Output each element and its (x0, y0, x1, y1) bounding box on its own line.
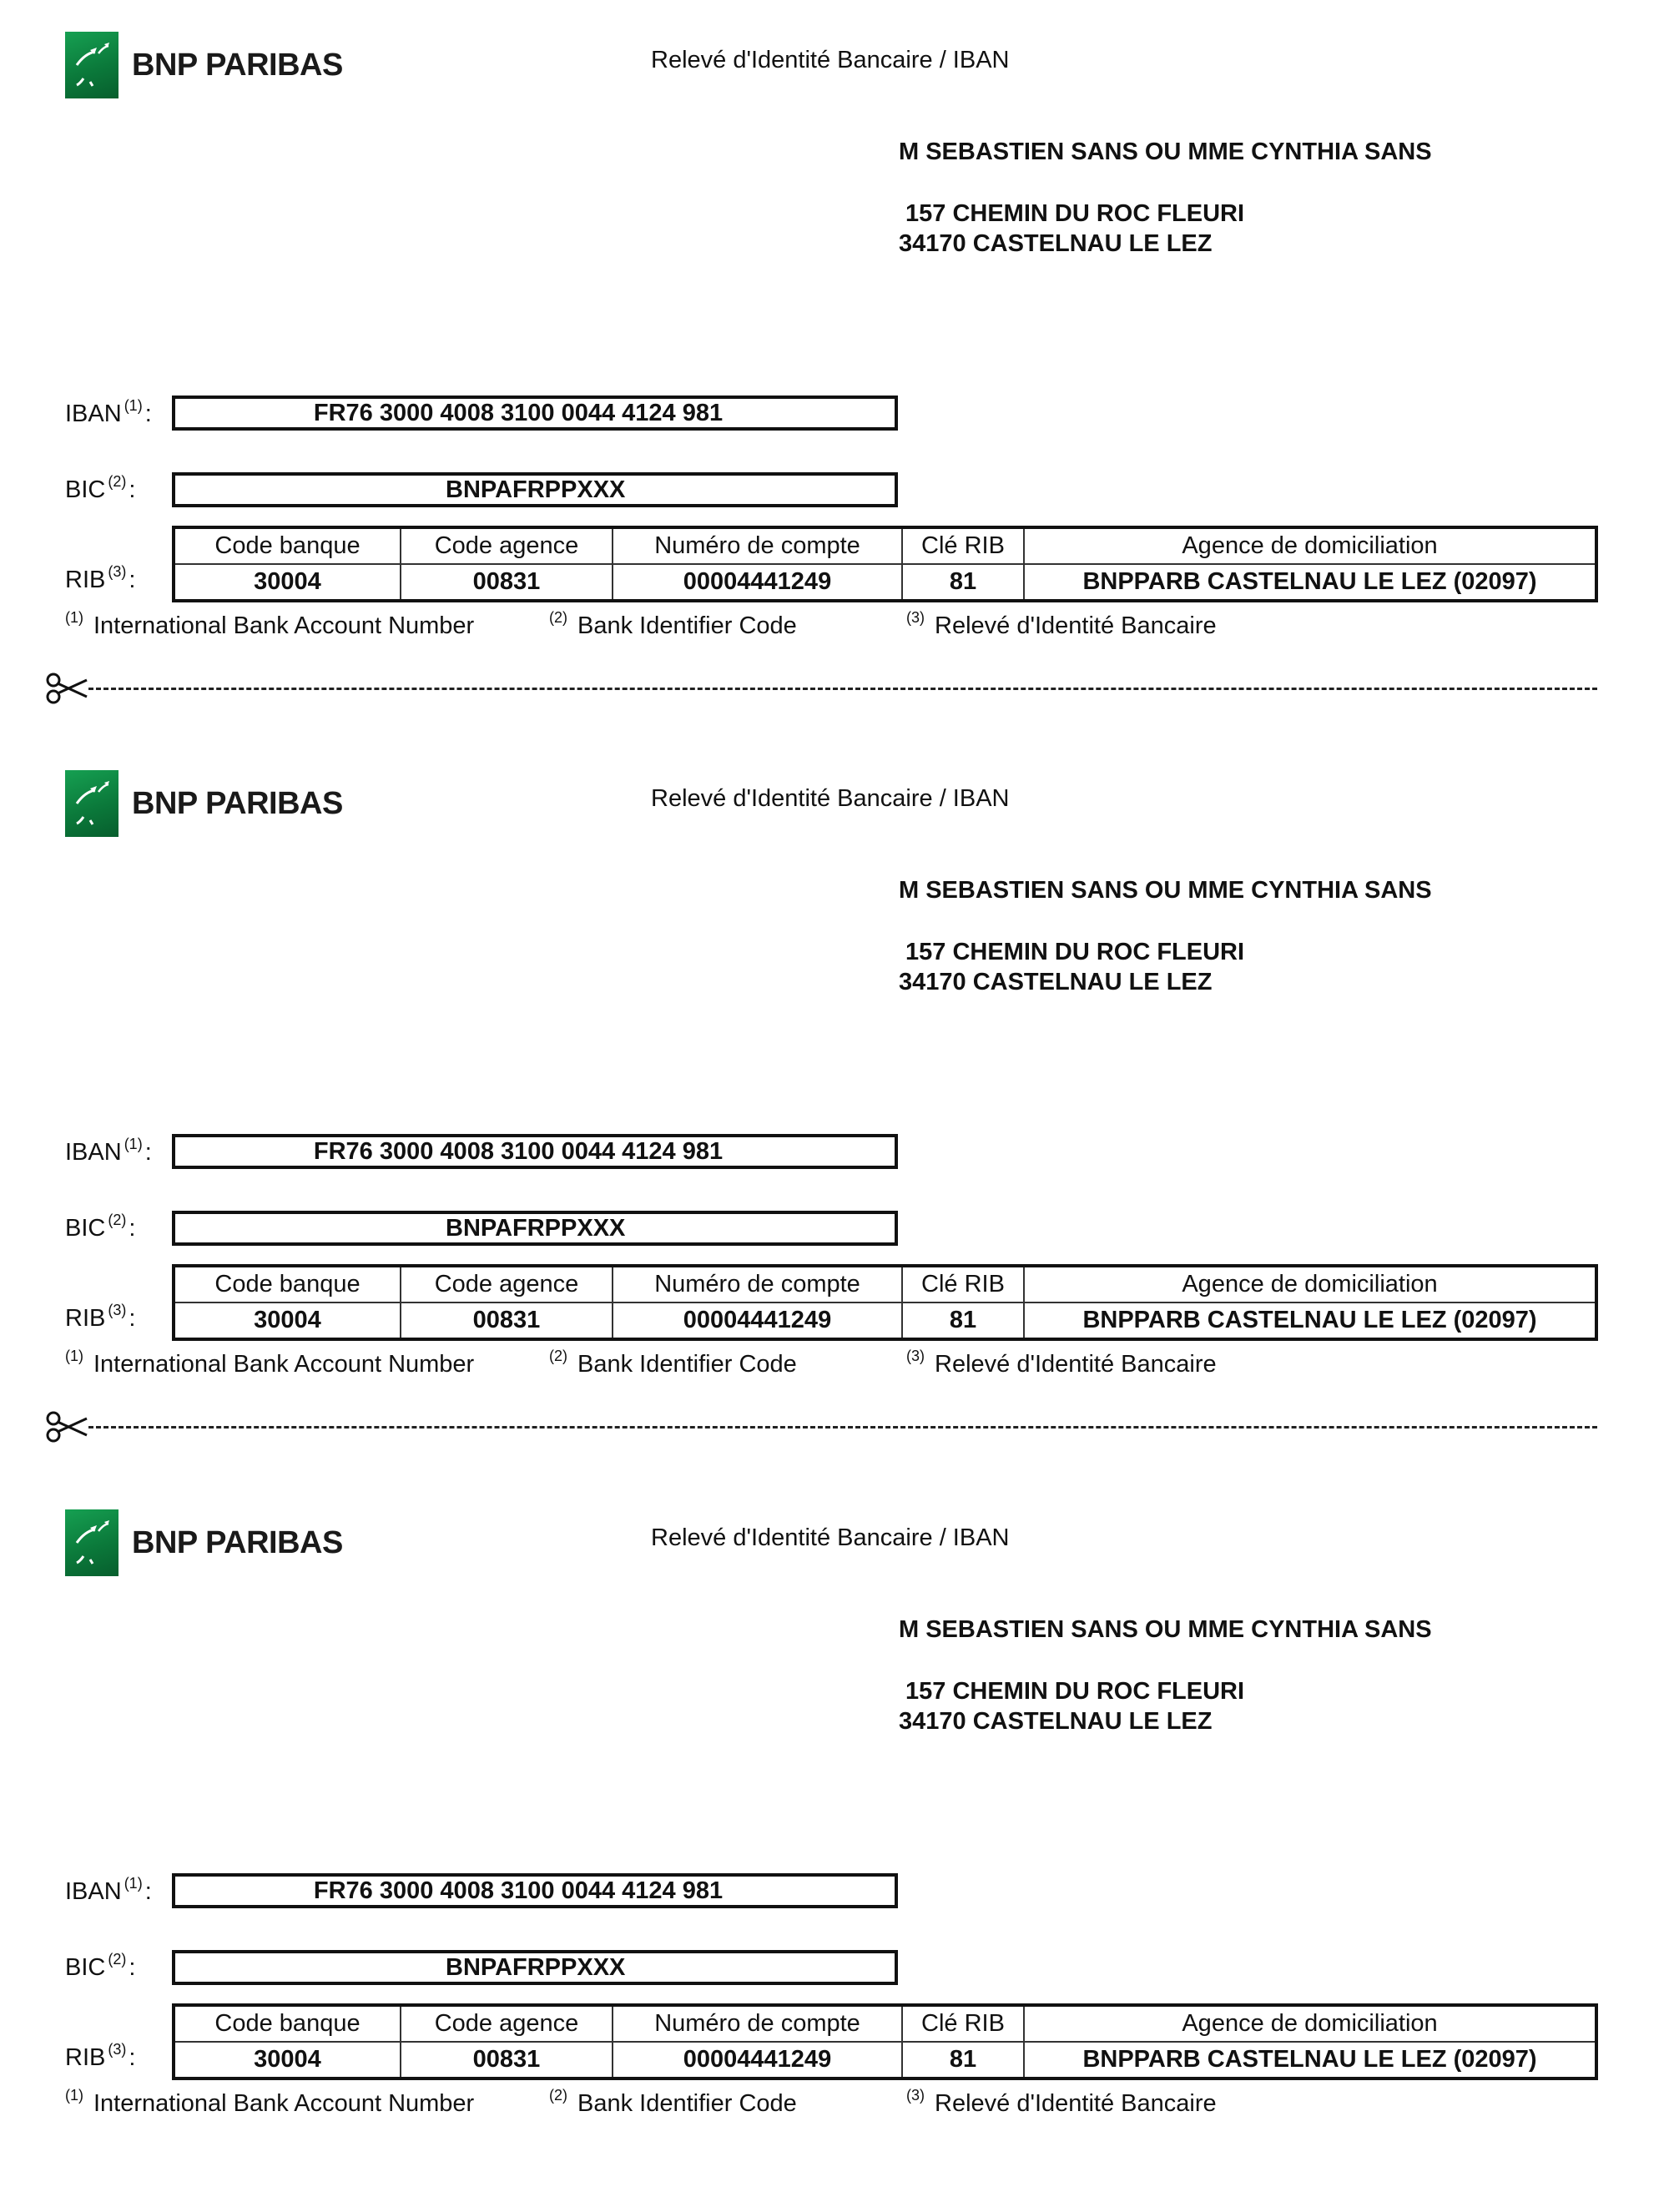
bic-value: BNPAFRPPXXX (172, 1211, 898, 1246)
rib-value-cell: 00004441249 (613, 2042, 902, 2078)
iban-value: FR76 3000 4008 3100 0044 4124 981 (172, 1134, 898, 1169)
footnotes (65, 2087, 1400, 2124)
rib-value-cell: 30004 (174, 1303, 401, 1339)
bnp-paribas-logo-icon (65, 770, 118, 837)
account-holder-name: M SEBASTIEN SANS OU MME CYNTHIA SANS (899, 1616, 1432, 1643)
rib-slip-1 (0, 0, 1669, 734)
rib-label: RIB $^{(3)}$ : (65, 2041, 136, 2071)
footnote-3: $^{(3)}$ Relevé d'Identité Bancaire (906, 1348, 1217, 1378)
rib-value-cell: 00004441249 (613, 1303, 902, 1339)
scissors-icon (45, 672, 88, 705)
dashed-divider (88, 1426, 1597, 1428)
rib-header-cell: Code agence (401, 527, 613, 564)
rib-value-cell: 81 (902, 1303, 1024, 1339)
document-title: Relevé d'Identité Bancaire / IBAN (651, 1524, 1010, 1551)
rib-value-cell: BNPPARB CASTELNAU LE LEZ (02097) (1024, 1303, 1596, 1339)
rib-header-cell: Code banque (174, 2005, 401, 2042)
bic-value: BNPAFRPPXXX (172, 472, 898, 507)
rib-value-cell: 81 (902, 564, 1024, 601)
bic-label: BIC $^{(2)}$ : (65, 1951, 136, 1981)
rib-header-cell: Agence de domiciliation (1024, 527, 1596, 564)
rib-slip-2 (0, 738, 1669, 1473)
rib-header-cell: Clé RIB (902, 1266, 1024, 1303)
document-title: Relevé d'Identité Bancaire / IBAN (651, 47, 1010, 73)
bnp-paribas-logo-icon (65, 1509, 118, 1576)
address-line-1: 157 CHEMIN DU ROC FLEURI (905, 939, 1245, 965)
rib-table (172, 1264, 1598, 1341)
rib-header-cell: Clé RIB (902, 527, 1024, 564)
rib-header-cell: Code banque (174, 1266, 401, 1303)
rib-value-cell: 00831 (401, 564, 613, 601)
footnotes (65, 609, 1400, 646)
scissors-icon (45, 1410, 88, 1444)
rib-label: RIB $^{(3)}$ : (65, 1302, 136, 1332)
bnp-paribas-logo (65, 768, 343, 839)
rib-header-cell: Code banque (174, 527, 401, 564)
rib-header-cell: Agence de domiciliation (1024, 2005, 1596, 2042)
rib-header-cell: Numéro de compte (613, 2005, 902, 2042)
footnote-1: $^{(1)}$ International Bank Account Number (65, 1348, 475, 1378)
rib-value-cell: BNPPARB CASTELNAU LE LEZ (02097) (1024, 564, 1596, 601)
iban-label: IBAN $^{(1)}$ : (65, 1136, 152, 1166)
bnp-paribas-logo (65, 1508, 343, 1578)
iban-value: FR76 3000 4008 3100 0044 4124 981 (172, 1873, 898, 1908)
footnote-3: $^{(3)}$ Relevé d'Identité Bancaire (906, 2087, 1217, 2117)
rib-header-cell: Code agence (401, 1266, 613, 1303)
iban-value: FR76 3000 4008 3100 0044 4124 981 (172, 396, 898, 431)
address-line-1: 157 CHEMIN DU ROC FLEURI (905, 1678, 1245, 1705)
address-line-2: 34170 CASTELNAU LE LEZ (899, 1708, 1213, 1735)
rib-value-cell: 00831 (401, 1303, 613, 1339)
rib-label: RIB $^{(3)}$ : (65, 563, 136, 593)
iban-label: IBAN $^{(1)}$ : (65, 397, 152, 427)
rib-header-cell: Clé RIB (902, 2005, 1024, 2042)
bic-label: BIC $^{(2)}$ : (65, 1212, 136, 1242)
footnote-2: $^{(2)}$ Bank Identifier Code (549, 1348, 797, 1378)
address-line-1: 157 CHEMIN DU ROC FLEURI (905, 200, 1245, 227)
cut-line-1 (45, 672, 1597, 705)
address-line-2: 34170 CASTELNAU LE LEZ (899, 969, 1213, 995)
address-line-2: 34170 CASTELNAU LE LEZ (899, 230, 1213, 257)
dashed-divider (88, 688, 1597, 690)
bnp-paribas-logo (65, 30, 343, 100)
footnote-1: $^{(1)}$ International Bank Account Number (65, 609, 475, 639)
rib-table (172, 526, 1598, 602)
rib-header-row (174, 2005, 1596, 2042)
rib-header-cell: Code agence (401, 2005, 613, 2042)
account-holder-name: M SEBASTIEN SANS OU MME CYNTHIA SANS (899, 877, 1432, 904)
brand-name: BNP PARIBAS (132, 47, 343, 83)
iban-label: IBAN $^{(1)}$ : (65, 1875, 152, 1905)
rib-value-cell: 30004 (174, 564, 401, 601)
rib-table (172, 2003, 1598, 2080)
rib-value-cell: 00831 (401, 2042, 613, 2078)
rib-value-cell: 00004441249 (613, 564, 902, 601)
bic-label: BIC $^{(2)}$ : (65, 473, 136, 503)
rib-header-cell: Numéro de compte (613, 1266, 902, 1303)
footnote-1: $^{(1)}$ International Bank Account Number (65, 2087, 475, 2117)
rib-value-row (174, 1303, 1596, 1339)
account-holder-name: M SEBASTIEN SANS OU MME CYNTHIA SANS (899, 139, 1432, 165)
rib-value-cell: 30004 (174, 2042, 401, 2078)
rib-header-row (174, 527, 1596, 564)
rib-header-row (174, 1266, 1596, 1303)
bic-value: BNPAFRPPXXX (172, 1950, 898, 1985)
cut-line-2 (45, 1410, 1597, 1444)
brand-name: BNP PARIBAS (132, 785, 343, 821)
footnote-2: $^{(2)}$ Bank Identifier Code (549, 609, 797, 639)
brand-name: BNP PARIBAS (132, 1524, 343, 1560)
rib-header-cell: Agence de domiciliation (1024, 1266, 1596, 1303)
rib-value-row (174, 564, 1596, 601)
rib-slip-3 (0, 1478, 1669, 2212)
rib-value-cell: BNPPARB CASTELNAU LE LEZ (02097) (1024, 2042, 1596, 2078)
bnp-paribas-logo-icon (65, 32, 118, 98)
rib-value-cell: 81 (902, 2042, 1024, 2078)
footnote-3: $^{(3)}$ Relevé d'Identité Bancaire (906, 609, 1217, 639)
footnote-2: $^{(2)}$ Bank Identifier Code (549, 2087, 797, 2117)
footnotes (65, 1348, 1400, 1384)
rib-header-cell: Numéro de compte (613, 527, 902, 564)
rib-value-row (174, 2042, 1596, 2078)
document-title: Relevé d'Identité Bancaire / IBAN (651, 785, 1010, 812)
